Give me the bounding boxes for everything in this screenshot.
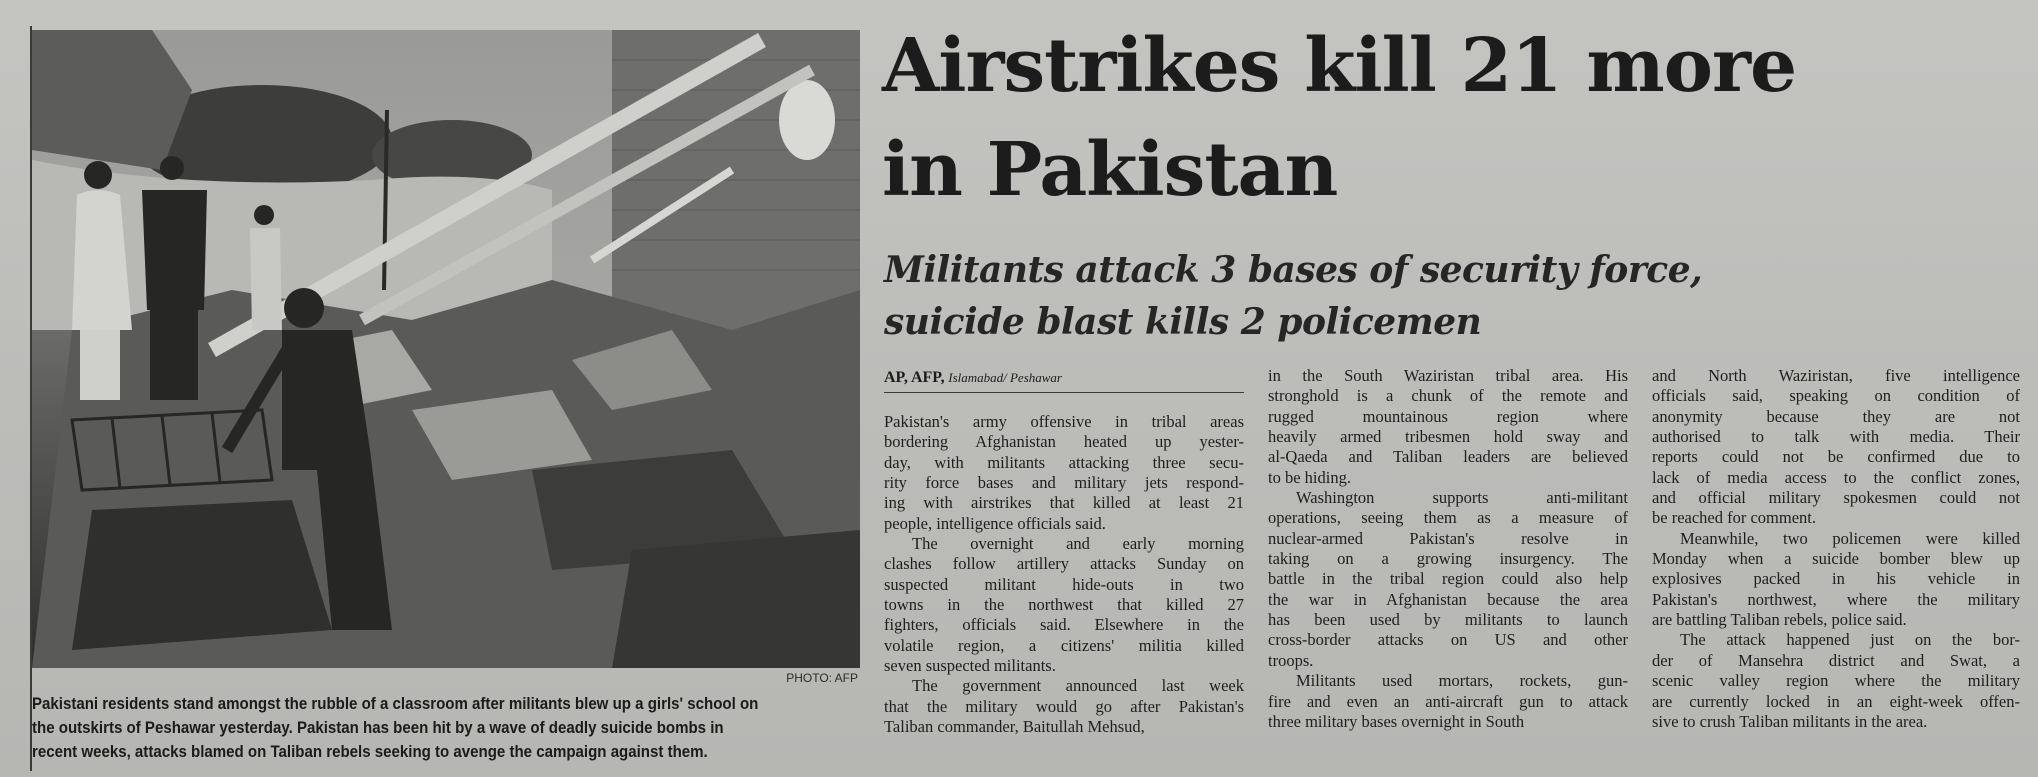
article-line: Pakistan's northwest, where the military [1652, 589, 2020, 609]
article-line: lack of media access to the conflict zones, [1652, 467, 2020, 487]
article-line: are battling Taliban rebels, police said. [1652, 610, 1907, 630]
byline [884, 369, 1244, 387]
article-line: The attack happened just on the bor- [1680, 630, 2020, 650]
article-line: anonymity because they are not [1652, 406, 2020, 426]
article-line: rugged mountainous region where [1268, 406, 1628, 426]
article-line: Monday when a suicide bomber blew up [1652, 549, 2020, 569]
article-line: be reached for comment. [1652, 508, 1817, 528]
article-line: al-Qaeda and Taliban leaders are believed [1268, 447, 1628, 467]
article-line: volatile region, a citizens' militia killed [884, 635, 1244, 655]
article-line: fire and even an anti-aircraft gun to attack [1268, 691, 1628, 711]
article-line: three military bases overnight in South [1268, 711, 1525, 731]
article-line: Washington supports anti-militant [1296, 488, 1628, 508]
article-line: to be hiding. [1268, 467, 1351, 487]
article-line: taking on a growing insurgency. The [1268, 549, 1628, 569]
article-line: explosives packed in his vehicle in [1652, 569, 2020, 589]
headline-line: Airstrikes kill 21 more [882, 23, 1797, 109]
article-line: der of Mansehra district and Swat, a [1652, 650, 2020, 670]
article-line: fighters, officials said. Elsewhere in the [884, 615, 1244, 635]
article-column-2 [1268, 366, 1628, 732]
article-line: scenic valley region where the military [1652, 671, 2020, 691]
article-line: battle in the tribal region could also help [1268, 569, 1628, 589]
caption-line: Pakistani residents stand amongst the rubble of a classroom after militants blew up a girls' school on [32, 695, 759, 713]
article-line: and official military spokesmen could not [1652, 488, 2020, 508]
article-column-3 [1652, 366, 2020, 732]
article-line: officials said, speaking on condition of [1652, 386, 2020, 406]
byline-location: Islamabad/ Peshawar [948, 370, 1062, 385]
headline [882, 14, 2022, 222]
article-line: troops. [1268, 650, 1314, 670]
article-line: The overnight and early morning [912, 534, 1244, 554]
article-line: seven suspected militants. [884, 656, 1056, 676]
article-line: has been used by militants to launch [1268, 610, 1628, 630]
article-line: nuclear-armed Pakistan's resolve in [1268, 528, 1628, 548]
article-line: rity force bases and military jets respond- [884, 473, 1244, 493]
article-line: ing with airstrikes that killed at least 21 [884, 493, 1244, 513]
article-line: authorised to talk with media. Their [1652, 427, 2020, 447]
article-line: bordering Afghanistan heated up yester- [884, 432, 1244, 452]
subhead-line: Militants attack 3 bases of security force, [884, 249, 1703, 291]
article-line: day, with militants attacking three secu- [884, 452, 1244, 472]
article-line: Meanwhile, two policemen were killed [1680, 528, 2020, 548]
byline-rule [884, 392, 1244, 393]
article-line: The government announced last week [912, 676, 1244, 696]
article-line: the war in Afghanistan because the area [1268, 589, 1628, 609]
headline-line: in Pakistan [882, 127, 1338, 213]
article-line: stronghold is a chunk of the remote and [1268, 386, 1628, 406]
photo-caption [32, 692, 804, 764]
article-line: clashes follow artillery attacks Sunday on [884, 554, 1244, 574]
article-line: in the South Waziristan tribal area. His [1268, 366, 1628, 385]
article-column-1 [884, 412, 1244, 738]
subheadline [884, 244, 2004, 348]
article-line: sive to crush Taliban militants in the area. [1652, 711, 1928, 731]
article-line: Militants used mortars, rockets, gun- [1296, 671, 1628, 691]
article-line: operations, seeing them as a measure of [1268, 508, 1628, 528]
subhead-line: suicide blast kills 2 policemen [884, 301, 1482, 343]
caption-line: the outskirts of Peshawar yesterday. Pakistan has been hit by a wave of deadly suicide bombs in [32, 719, 724, 737]
article-line: reports could not be confirmed due to [1652, 447, 2020, 467]
photo-credit: PHOTO: AFP [786, 671, 858, 685]
article-line: cross-border attacks on US and other [1268, 630, 1628, 650]
article-line: that the military would go after Pakistan's [884, 696, 1244, 716]
article-line: people, intelligence officials said. [884, 513, 1106, 533]
rubble-photo [32, 30, 860, 668]
article-line: suspected militant hide-outs in two [884, 574, 1244, 594]
byline-agencies: AP, AFP, [884, 369, 945, 386]
article-line: are currently locked in an eight-week offen- [1652, 691, 2020, 711]
article-line: Taliban commander, Baitullah Mehsud, [884, 717, 1145, 737]
article-line: Pakistan's army offensive in tribal areas [884, 412, 1244, 431]
article-line: and North Waziristan, five intelligence [1652, 366, 2020, 385]
caption-line: recent weeks, attacks blamed on Taliban rebels seeking to avenge the campaign against them. [32, 743, 708, 761]
article-line: towns in the northwest that killed 27 [884, 595, 1244, 615]
article-line: heavily armed tribesmen hold sway and [1268, 427, 1628, 447]
